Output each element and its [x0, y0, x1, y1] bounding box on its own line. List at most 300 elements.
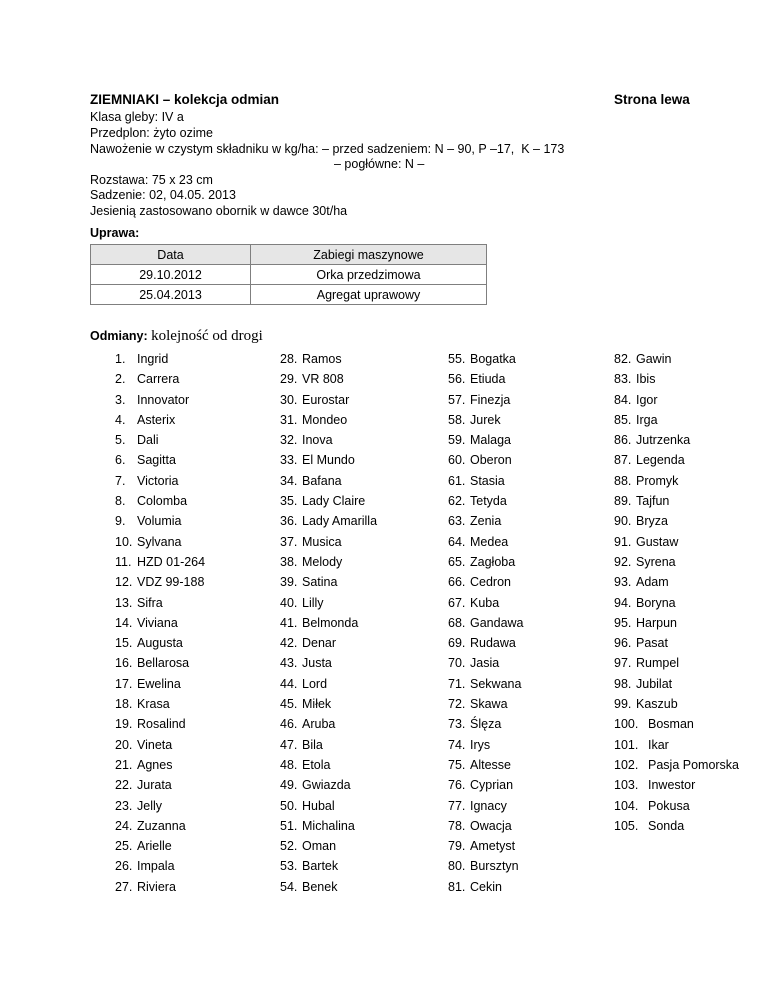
variety-name: Bellarosa — [137, 656, 190, 671]
variety-name: Ignacy — [470, 798, 507, 813]
variety-name: Gwiazda — [302, 778, 351, 793]
variety-column-2 — [280, 349, 377, 897]
list-item — [448, 694, 524, 714]
variety-name: Lady Claire — [302, 494, 366, 509]
variety-number: 94. — [614, 595, 632, 610]
list-item — [448, 633, 524, 653]
list-item — [115, 836, 205, 856]
variety-number: 49. — [280, 778, 298, 793]
variety-number: 42. — [280, 636, 298, 651]
variety-name: Inova — [302, 433, 333, 448]
cell-treatment: Orka przedzimowa — [251, 265, 487, 285]
variety-number: 52. — [280, 839, 298, 854]
list-item — [614, 796, 739, 816]
variety-number: 9. — [115, 514, 126, 529]
variety-name: Ibis — [636, 372, 656, 387]
variety-name: Promyk — [636, 473, 679, 488]
column-header-treatments: Zabiegi maszynowe — [251, 245, 487, 265]
variety-name: Ikar — [648, 737, 669, 752]
variety-number: 56. — [448, 372, 466, 387]
variety-number: 24. — [115, 818, 133, 833]
list-item — [280, 775, 377, 795]
variety-name: Tetyda — [470, 494, 507, 509]
variety-number: 95. — [614, 615, 632, 630]
list-item — [448, 511, 524, 531]
variety-name: Musica — [302, 534, 342, 549]
variety-name: Belmonda — [302, 615, 359, 630]
variety-number: 6. — [115, 453, 126, 468]
variety-name: El Mundo — [302, 453, 355, 468]
list-item — [115, 430, 205, 450]
variety-number: 81. — [448, 879, 466, 894]
list-item — [115, 633, 205, 653]
variety-name: Volumia — [137, 514, 182, 529]
list-item — [614, 755, 739, 775]
variety-number: 10. — [115, 534, 133, 549]
list-item — [614, 450, 739, 470]
list-item — [280, 816, 377, 836]
variety-name: Bursztyn — [470, 859, 519, 874]
previous-crop: Przedplon: żyto ozime — [90, 126, 213, 140]
variety-number: 99. — [614, 697, 632, 712]
varieties-heading — [90, 328, 263, 345]
variety-number: 86. — [614, 433, 632, 448]
variety-name: Medea — [470, 534, 509, 549]
variety-name: HZD 01-264 — [137, 554, 206, 569]
variety-name: Melody — [302, 554, 343, 569]
variety-name: Benek — [302, 879, 338, 894]
list-item — [614, 511, 739, 531]
variety-number: 96. — [614, 636, 632, 651]
list-item — [115, 572, 205, 592]
variety-name: Dali — [137, 433, 159, 448]
variety-number: 58. — [448, 412, 466, 427]
variety-number: 51. — [280, 818, 298, 833]
soil-class: Klasa gleby: IV a — [90, 110, 184, 124]
list-item — [280, 471, 377, 491]
list-item — [280, 410, 377, 430]
variety-name: Skawa — [470, 697, 508, 712]
variety-number: 57. — [448, 392, 466, 407]
variety-number: 97. — [614, 656, 632, 671]
variety-name: Ewelina — [137, 676, 181, 691]
list-item — [614, 552, 739, 572]
list-item — [280, 877, 377, 897]
variety-number: 69. — [448, 636, 466, 651]
variety-number: 90. — [614, 514, 632, 529]
variety-number: 66. — [448, 575, 466, 590]
variety-number: 1. — [115, 352, 126, 366]
variety-number: 70. — [448, 656, 466, 671]
variety-name: Zagłoba — [470, 554, 516, 569]
variety-number: 53. — [280, 859, 298, 874]
list-item — [115, 674, 205, 694]
list-item — [115, 653, 205, 673]
variety-number: 93. — [614, 575, 632, 590]
variety-name: Riviera — [137, 879, 176, 894]
cell-date: 29.10.2012 — [91, 265, 251, 285]
table-row — [91, 285, 487, 305]
cultivation-heading: Uprawa: — [90, 226, 140, 240]
list-item — [614, 714, 739, 734]
list-item — [614, 572, 739, 592]
variety-number: 74. — [448, 737, 466, 752]
list-item — [448, 349, 524, 369]
list-item — [115, 775, 205, 795]
variety-name: Bogatka — [470, 352, 516, 366]
row-spacing: Rozstawa: 75 x 23 cm — [90, 173, 213, 187]
variety-number: 40. — [280, 595, 298, 610]
list-item — [614, 430, 739, 450]
variety-column-4 — [614, 349, 739, 836]
variety-number: 65. — [448, 554, 466, 569]
cell-date: 25.04.2013 — [91, 285, 251, 305]
list-item — [280, 613, 377, 633]
variety-number: 67. — [448, 595, 466, 610]
list-item — [115, 735, 205, 755]
variety-name: Legenda — [636, 453, 685, 468]
list-item — [115, 755, 205, 775]
list-item — [280, 836, 377, 856]
variety-number: 48. — [280, 757, 298, 772]
list-item — [280, 755, 377, 775]
variety-name: Altesse — [470, 757, 511, 772]
list-item — [614, 653, 739, 673]
variety-number: 31. — [280, 412, 298, 427]
list-item — [448, 674, 524, 694]
variety-number: 68. — [448, 615, 466, 630]
variety-name: Adam — [636, 575, 669, 590]
list-item — [614, 694, 739, 714]
variety-name: Oman — [302, 839, 337, 854]
list-item — [280, 633, 377, 653]
list-item — [280, 450, 377, 470]
list-item — [448, 450, 524, 470]
variety-name: Kuba — [470, 595, 500, 610]
variety-number: 98. — [614, 676, 632, 691]
variety-name: Stasia — [470, 473, 505, 488]
variety-number: 33. — [280, 453, 298, 468]
variety-number: 26. — [115, 859, 133, 874]
variety-name: Justa — [302, 656, 332, 671]
cultivation-table — [90, 244, 487, 305]
page-side-label: Strona lewa — [614, 92, 690, 107]
variety-number: 16. — [115, 656, 133, 671]
variety-number: 4. — [115, 412, 126, 427]
variety-number: 46. — [280, 717, 298, 732]
list-item — [614, 471, 739, 491]
variety-number: 100. — [614, 717, 639, 732]
list-item — [280, 735, 377, 755]
list-item — [448, 471, 524, 491]
variety-name: Ślęza — [470, 717, 502, 732]
variety-number: 27. — [115, 879, 133, 894]
variety-name: Bosman — [648, 717, 694, 732]
variety-number: 50. — [280, 798, 298, 813]
variety-name: Sifra — [137, 595, 163, 610]
variety-number: 104. — [614, 798, 639, 813]
variety-number: 76. — [448, 778, 466, 793]
list-item — [614, 674, 739, 694]
list-item — [448, 877, 524, 897]
variety-name: Rumpel — [636, 656, 680, 671]
variety-name: Hubal — [302, 798, 335, 813]
list-item — [115, 511, 205, 531]
variety-name: Inwestor — [648, 778, 696, 793]
variety-number: 39. — [280, 575, 298, 590]
variety-name: Victoria — [137, 473, 179, 488]
variety-number: 77. — [448, 798, 466, 813]
variety-number: 34. — [280, 473, 298, 488]
planting-date: Sadzenie: 02, 04.05. 2013 — [90, 188, 236, 202]
list-item — [614, 369, 739, 389]
list-item — [614, 532, 739, 552]
variety-number: 5. — [115, 433, 126, 448]
variety-name: Oberon — [470, 453, 512, 468]
variety-name: Denar — [302, 636, 337, 651]
variety-name: Boryna — [636, 595, 676, 610]
variety-name: Malaga — [470, 433, 511, 448]
variety-name: Finezja — [470, 392, 511, 407]
variety-number: 25. — [115, 839, 133, 854]
list-item — [115, 390, 205, 410]
list-item — [280, 796, 377, 816]
list-item — [448, 532, 524, 552]
variety-name: Gawin — [636, 352, 672, 366]
variety-name: Syrena — [636, 554, 676, 569]
variety-number: 37. — [280, 534, 298, 549]
list-item — [280, 430, 377, 450]
column-header-date: Data — [91, 245, 251, 265]
list-item — [280, 572, 377, 592]
list-item — [448, 775, 524, 795]
variety-name: Vineta — [137, 737, 173, 752]
variety-name: Etiuda — [470, 372, 506, 387]
list-item — [448, 572, 524, 592]
variety-name: Jurata — [137, 778, 172, 793]
list-item — [280, 491, 377, 511]
variety-name: VDZ 99-188 — [137, 575, 205, 590]
cell-treatment: Agregat uprawowy — [251, 285, 487, 305]
variety-name: Arielle — [137, 839, 172, 854]
variety-name: Pokusa — [648, 798, 690, 813]
list-item — [115, 796, 205, 816]
list-item — [448, 552, 524, 572]
variety-number: 29. — [280, 372, 298, 387]
variety-number: 105. — [614, 818, 639, 833]
variety-name: Pasja Pomorska — [648, 757, 740, 772]
list-item — [614, 633, 739, 653]
variety-number: 73. — [448, 717, 466, 732]
variety-name: Jubilat — [636, 676, 673, 691]
list-item — [115, 532, 205, 552]
variety-number: 59. — [448, 433, 466, 448]
variety-name: Zenia — [470, 514, 502, 529]
list-item — [115, 593, 205, 613]
manure-note: Jesienią zastosowano obornik w dawce 30t/ha — [90, 204, 348, 218]
list-item — [115, 856, 205, 876]
list-item — [614, 816, 739, 836]
variety-name: Sekwana — [470, 676, 522, 691]
list-item — [614, 775, 739, 795]
variety-name: Viviana — [137, 615, 178, 630]
variety-number: 17. — [115, 676, 133, 691]
variety-name: Lady Amarilla — [302, 514, 378, 529]
variety-number: 89. — [614, 494, 632, 509]
variety-number: 72. — [448, 697, 466, 712]
variety-name: Cedron — [470, 575, 511, 590]
variety-number: 71. — [448, 676, 466, 691]
variety-number: 83. — [614, 372, 632, 387]
variety-name: Lilly — [302, 595, 324, 610]
list-item — [448, 369, 524, 389]
variety-name: Gustaw — [636, 534, 679, 549]
list-item — [614, 390, 739, 410]
list-item — [448, 755, 524, 775]
variety-number: 92. — [614, 554, 632, 569]
variety-number: 12. — [115, 575, 133, 590]
variety-number: 87. — [614, 453, 632, 468]
variety-number: 38. — [280, 554, 298, 569]
variety-number: 22. — [115, 778, 133, 793]
variety-number: 62. — [448, 494, 466, 509]
variety-name: Irga — [636, 412, 658, 427]
variety-name: Rudawa — [470, 636, 516, 651]
table-header-row — [91, 245, 487, 265]
variety-name: Miłek — [302, 697, 332, 712]
variety-number: 91. — [614, 534, 632, 549]
list-item — [280, 593, 377, 613]
variety-number: 84. — [614, 392, 632, 407]
variety-name: Augusta — [137, 636, 183, 651]
list-item — [115, 349, 205, 369]
variety-number: 19. — [115, 717, 133, 732]
variety-number: 3. — [115, 392, 126, 407]
variety-column-3 — [448, 349, 524, 897]
list-item — [280, 390, 377, 410]
list-item — [280, 349, 377, 369]
variety-name: Bila — [302, 737, 323, 752]
list-item — [115, 410, 205, 430]
list-item — [115, 816, 205, 836]
variety-name: Agnes — [137, 757, 173, 772]
variety-number: 36. — [280, 514, 298, 529]
variety-number: 23. — [115, 798, 133, 813]
variety-name: Igor — [636, 392, 658, 407]
list-item — [448, 390, 524, 410]
variety-number: 45. — [280, 697, 298, 712]
variety-name: Impala — [137, 859, 175, 874]
variety-name: Cyprian — [470, 778, 514, 793]
variety-number: 18. — [115, 697, 133, 712]
list-item — [448, 593, 524, 613]
variety-number: 21. — [115, 757, 133, 772]
list-item — [115, 714, 205, 734]
variety-number: 64. — [448, 534, 466, 549]
variety-name: Sagitta — [137, 453, 176, 468]
variety-number: 44. — [280, 676, 298, 691]
variety-name: Harpun — [636, 615, 677, 630]
variety-number: 61. — [448, 473, 466, 488]
variety-number: 88. — [614, 473, 632, 488]
variety-number: 14. — [115, 615, 133, 630]
variety-number: 15. — [115, 636, 133, 651]
variety-name: Cekin — [470, 879, 502, 894]
variety-name: Etola — [302, 757, 331, 772]
list-item — [614, 613, 739, 633]
list-item — [115, 450, 205, 470]
list-item — [115, 471, 205, 491]
variety-number: 32. — [280, 433, 298, 448]
variety-column-1 — [115, 349, 205, 897]
variety-number: 103. — [614, 778, 639, 793]
list-item — [448, 491, 524, 511]
variety-number: 30. — [280, 392, 298, 407]
list-item — [280, 369, 377, 389]
variety-name: Bartek — [302, 859, 339, 874]
variety-number: 78. — [448, 818, 466, 833]
list-item — [115, 694, 205, 714]
varieties-order-note: kolejność od drogi — [151, 328, 263, 344]
list-item — [448, 796, 524, 816]
list-item — [448, 856, 524, 876]
variety-number: 11. — [115, 554, 132, 569]
list-item — [280, 552, 377, 572]
variety-name: Aruba — [302, 717, 336, 732]
variety-name: Jurek — [470, 412, 501, 427]
list-item — [115, 877, 205, 897]
variety-number: 60. — [448, 453, 466, 468]
list-item — [614, 593, 739, 613]
variety-name: Owacja — [470, 818, 512, 833]
list-item — [115, 613, 205, 633]
list-item — [448, 836, 524, 856]
variety-number: 79. — [448, 839, 466, 854]
variety-number: 47. — [280, 737, 298, 752]
variety-name: Lord — [302, 676, 328, 691]
variety-name: Carrera — [137, 372, 180, 387]
variety-number: 35. — [280, 494, 298, 509]
variety-name: Jutrzenka — [636, 433, 691, 448]
variety-number: 20. — [115, 737, 133, 752]
variety-name: Satina — [302, 575, 338, 590]
variety-number: 75. — [448, 757, 466, 772]
variety-name: Bryza — [636, 514, 668, 529]
list-item — [614, 410, 739, 430]
variety-number: 8. — [115, 494, 126, 509]
variety-name: VR 808 — [302, 372, 344, 387]
list-item — [448, 735, 524, 755]
list-item — [280, 511, 377, 531]
variety-number: 7. — [115, 473, 126, 488]
list-item — [280, 694, 377, 714]
list-item — [448, 410, 524, 430]
list-item — [448, 816, 524, 836]
variety-name: Zuzanna — [137, 818, 186, 833]
variety-name: Tajfun — [636, 494, 670, 509]
variety-name: Rosalind — [137, 717, 186, 732]
variety-name: Krasa — [137, 697, 170, 712]
variety-number: 2. — [115, 372, 126, 387]
list-item — [115, 369, 205, 389]
page-title: ZIEMNIAKI – kolekcja odmian — [90, 92, 280, 107]
variety-name: Irys — [470, 737, 491, 752]
list-item — [614, 491, 739, 511]
list-item — [115, 491, 205, 511]
list-item — [280, 653, 377, 673]
list-item — [448, 613, 524, 633]
variety-name: Pasat — [636, 636, 668, 651]
